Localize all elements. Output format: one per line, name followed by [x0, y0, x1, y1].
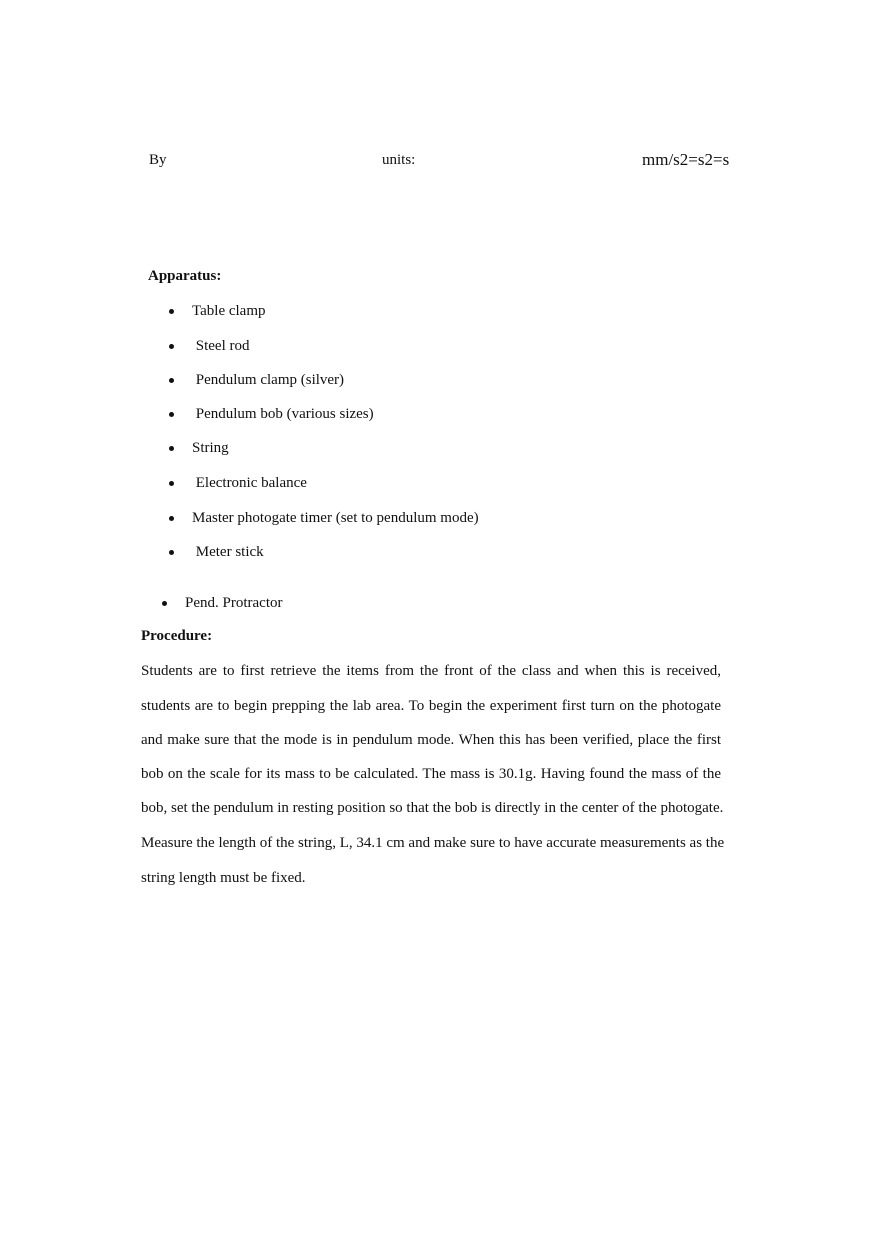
bullet-icon: [169, 446, 174, 451]
header-formula: mm/s2=s2=s: [642, 150, 730, 169]
procedure-line: string length must be fixed.: [141, 870, 306, 886]
apparatus-item: Pendulum bob (various sizes): [192, 406, 374, 422]
procedure-line: Students are to first retrieve the items from the front of the class and when this is received,: [141, 663, 721, 679]
bullet-icon: [169, 412, 174, 417]
procedure-heading: Procedure:: [141, 628, 213, 644]
header-by: By: [149, 152, 167, 168]
procedure-line: and make sure that the mode is in pendulum mode. When this has been verified, place the first: [141, 732, 721, 748]
apparatus-heading: Apparatus:: [148, 268, 222, 284]
apparatus-item: Pendulum clamp (silver): [192, 372, 345, 388]
procedure-line: bob, set the pendulum in resting position so that the bob is directly in the center of the photogate.: [141, 800, 724, 816]
bullet-icon: [169, 378, 174, 383]
bullet-icon: [169, 481, 174, 486]
bullet-icon: [162, 601, 167, 606]
apparatus-extra-item: Pend. Protractor: [185, 595, 283, 611]
header-units: units:: [382, 152, 416, 168]
apparatus-item: Table clamp: [192, 303, 266, 319]
apparatus-item: Steel rod: [192, 338, 250, 354]
bullet-icon: [169, 516, 174, 521]
apparatus-item: Electronic balance: [192, 475, 307, 491]
bullet-icon: [169, 550, 174, 555]
procedure-line: bob on the scale for its mass to be calculated. The mass is 30.1g. Having found the mass of the: [141, 766, 721, 782]
apparatus-item: String: [192, 440, 229, 456]
bullet-icon: [169, 344, 174, 349]
bullet-icon: [169, 309, 174, 314]
apparatus-item: Master photogate timer (set to pendulum mode): [192, 510, 479, 526]
apparatus-item: Meter stick: [192, 544, 264, 560]
procedure-line: Measure the length of the string, L, 34.1 cm and make sure to have accurate measurements as the: [141, 835, 725, 851]
procedure-line: students are to begin prepping the lab area. To begin the experiment first turn on the photogate: [141, 698, 721, 714]
